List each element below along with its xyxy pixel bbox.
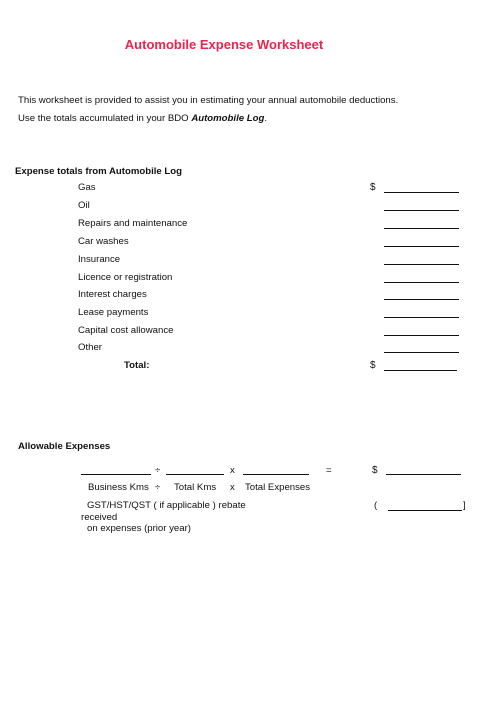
business-kms-blank[interactable]: [81, 474, 151, 475]
intro-line-2-prefix: Use the totals accumulated in your BDO: [18, 113, 192, 124]
expense-item-label: Other: [78, 342, 102, 353]
gst-open-paren: (: [374, 500, 378, 511]
expense-item-label: Insurance: [78, 254, 121, 265]
total-expenses-blank[interactable]: [243, 474, 309, 475]
expense-amount-blank[interactable]: [384, 352, 459, 353]
intro-line-1: This worksheet is provided to assist you in estimating your annual automobile deductions.: [18, 95, 399, 106]
expense-amount-blank[interactable]: [384, 246, 459, 247]
expense-item-label: Oil: [78, 200, 90, 211]
allowable-result-blank[interactable]: [386, 474, 461, 475]
gst-rebate-blank[interactable]: [388, 510, 462, 511]
expense-amount-blank[interactable]: [384, 299, 459, 300]
expense-item-label: Car washes: [78, 236, 129, 247]
intro-line-2: [18, 113, 267, 124]
total-kms-label: Total Kms: [174, 482, 217, 493]
divide-symbol: ÷: [155, 465, 161, 476]
business-kms-label: Business Kms: [88, 482, 149, 493]
expense-item-label: Interest charges: [78, 289, 147, 300]
multiply-symbol: x: [230, 465, 235, 476]
expense-item-label: Repairs and maintenance: [78, 218, 188, 229]
expense-total-label: Total:: [124, 360, 150, 371]
expense-total-currency: $: [370, 360, 376, 371]
total-kms-blank[interactable]: [166, 474, 224, 475]
expense-item-label: Gas: [78, 182, 96, 193]
expense-section-heading: Expense totals from Automobile Log: [15, 166, 183, 177]
expense-item-label: Lease payments: [78, 307, 149, 318]
gst-rebate-line-2: received: [81, 512, 118, 523]
gst-rebate-line-1: GST/HST/QST ( if applicable ) rebate: [87, 500, 246, 511]
expense-amount-blank[interactable]: [384, 317, 459, 318]
gst-close-bracket: ]: [463, 500, 466, 511]
equals-symbol: =: [326, 465, 332, 476]
expense-amount-blank[interactable]: [384, 192, 459, 193]
expense-item-label: Licence or registration: [78, 272, 173, 283]
label-multiply-symbol: x: [230, 482, 235, 493]
expense-amount-blank[interactable]: [384, 264, 459, 265]
intro-line-2-suffix: .: [264, 113, 267, 124]
gst-rebate-line-3: on expenses (prior year): [87, 523, 191, 534]
expense-amount-blank[interactable]: [384, 228, 459, 229]
allowable-currency: $: [372, 465, 378, 476]
expense-item-label: Capital cost allowance: [78, 325, 174, 336]
expense-amount-blank[interactable]: [384, 210, 459, 211]
expense-total-blank[interactable]: [384, 370, 457, 371]
total-expenses-label: Total Expenses: [245, 482, 311, 493]
expense-amount-blank[interactable]: [384, 282, 459, 283]
allowable-section-heading: Allowable Expenses: [18, 441, 111, 452]
intro-automobile-log-emphasis: Automobile Log: [191, 113, 265, 124]
expense-currency: $: [370, 182, 376, 193]
expense-amount-blank[interactable]: [384, 335, 459, 336]
page-title: Automobile Expense Worksheet: [124, 37, 324, 52]
label-divide-symbol: ÷: [155, 482, 161, 493]
